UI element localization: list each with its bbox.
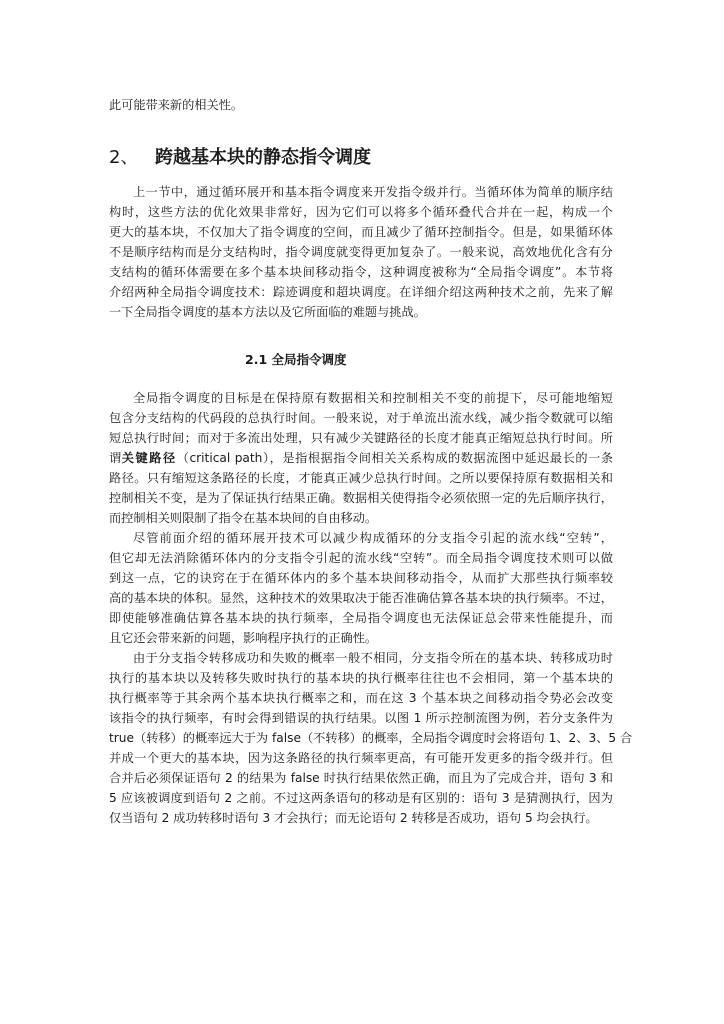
paragraph-line: 控制相关不变，是为了保证执行结果正确。数据相关使得指令必须依照一定的先后顺序执行， [109,491,613,505]
paragraph-line: true（转移）的概率远大于为 false（不转移）的概率，全局指令调度时会将语句 1、2、3、5 合 [109,731,633,745]
carry-over-line: 此可能带来新的相关性。 [109,98,244,112]
paragraph-line: 但它却无法消除循环体内的分支指令引起的流水线“空转”。而全局指令调度技术则可以做 [109,551,613,565]
key-term-critical-path: 关键路径 [121,451,177,465]
paragraph-line: 该指令的执行频率，有时会得到错误的执行结果。以图 1 所示控制流图为例，若分支条件为 [109,711,613,725]
paragraph-line: 到这一点，它的诀窍在于在循环体内的多个基本块间移动指令，从而扩大那些执行频率较 [109,571,613,585]
paragraph-line: 包含分支结构的代码段的总执行时间。一般来说，对于单流出流水线，减少指令数就可以缩 [109,411,613,425]
paragraph-line: 并成一个更大的基本块，因为这条路径的执行频率更高，有可能开发更多的指令级并行。但 [109,751,613,765]
paragraph-line: 尽管前面介绍的循环展开技术可以减少构成循环的分支指令引起的流水线“空转”， [133,531,613,545]
paragraph-line: 介绍两种全局指令调度技术：踪迹调度和超块调度。在详细介绍这两种技术之前，先来了解 [109,285,613,299]
paragraph-line: 上一节中，通过循环展开和基本指令调度来开发指令级并行。当循环体为简单的顺序结 [133,185,613,199]
paragraph-line: 短总执行时间；而对于多流出处理，只有减少关键路径的长度才能真正缩短总执行时间。所 [109,431,613,445]
paragraph-line: 仅当语句 2 成功转移时语句 3 才会执行；而无论语句 2 转移是否成功，语句 5 均会执行。 [109,811,598,825]
paragraph-line: 执行概率等于其余两个基本块执行概率之和，而在这 3 个基本块之间移动指令势必会改变 [109,691,613,705]
section-heading [109,145,371,171]
section-number: 2、 [109,147,139,168]
paragraph-line: 路径。只有缩短这条路径的长度，才能真正减少总执行时间。之所以要保持原有数据相关和 [109,471,613,485]
paragraph-line: 一下全局指令调度的基本方法以及它所面临的难题与挑战。 [109,305,426,319]
paragraph-line: 执行的基本块以及转移失败时执行的基本块的执行概率往往也不会相同，第一个基本块的 [109,671,613,685]
subsection-heading: 2.1 全局指令调度 [245,352,347,367]
paragraph-line: 构时，这些方法的优化效果非常好，因为它们可以将多个循环叠代合并在一起，构成一个 [109,205,613,219]
paragraph-line: 即使能够准确估算各基本块的执行频率，全局指令调度也无法保证总会带来性能提升，而 [109,611,613,625]
paragraph-line: 且它还会带来新的问题，影响程序执行的正确性。 [109,631,378,645]
paragraph-line: 更大的基本块，不仅加大了指令调度的空间，而且减少了循环控制指令。但是，如果循环体 [109,225,613,239]
paragraph-line: 5 应该被调度到语句 2 之前。不过这两条语句的移动是有区别的：语句 3 是猜测执行，因为 [109,791,613,805]
paragraph-line: 支结构的循环体需要在多个基本块间移动指令，这种调度被称为“全局指令调度”。本节将 [109,265,613,279]
paragraph-line: 而控制相关则限制了指令在基本块间的自由移动。 [109,511,378,525]
paragraph-line [109,448,613,468]
paragraph-line: 由于分支指令转移成功和失败的概率一般不相同，分支指令所在的基本块、转移成功时 [133,651,613,665]
paragraph-line: 高的基本块的体积。显然，这种技术的效果取决于能否准确估算各基本块的执行频率。不过， [109,591,613,605]
paragraph-line: 合并后必须保证语句 2 的结果为 false 时执行结果依然正确，而且为了完成合并，语句 3 和 [109,771,613,785]
paragraph-line: 不是顺序结构而是分支结构时，指令调度就变得更加复杂了。一般来说，高效地优化含有分 [109,245,613,259]
line-text-pre: 谓 [109,451,122,465]
section-title: 跨越基本块的静态指令调度 [155,147,371,168]
line-text-post: （critical path），是指根据指令间相关关系构成的数据流图中延迟最长的一条 [176,451,614,465]
paragraph-line: 全局指令调度的目标是在保持原有数据相关和控制相关不变的前提下，尽可能地缩短 [133,391,613,405]
